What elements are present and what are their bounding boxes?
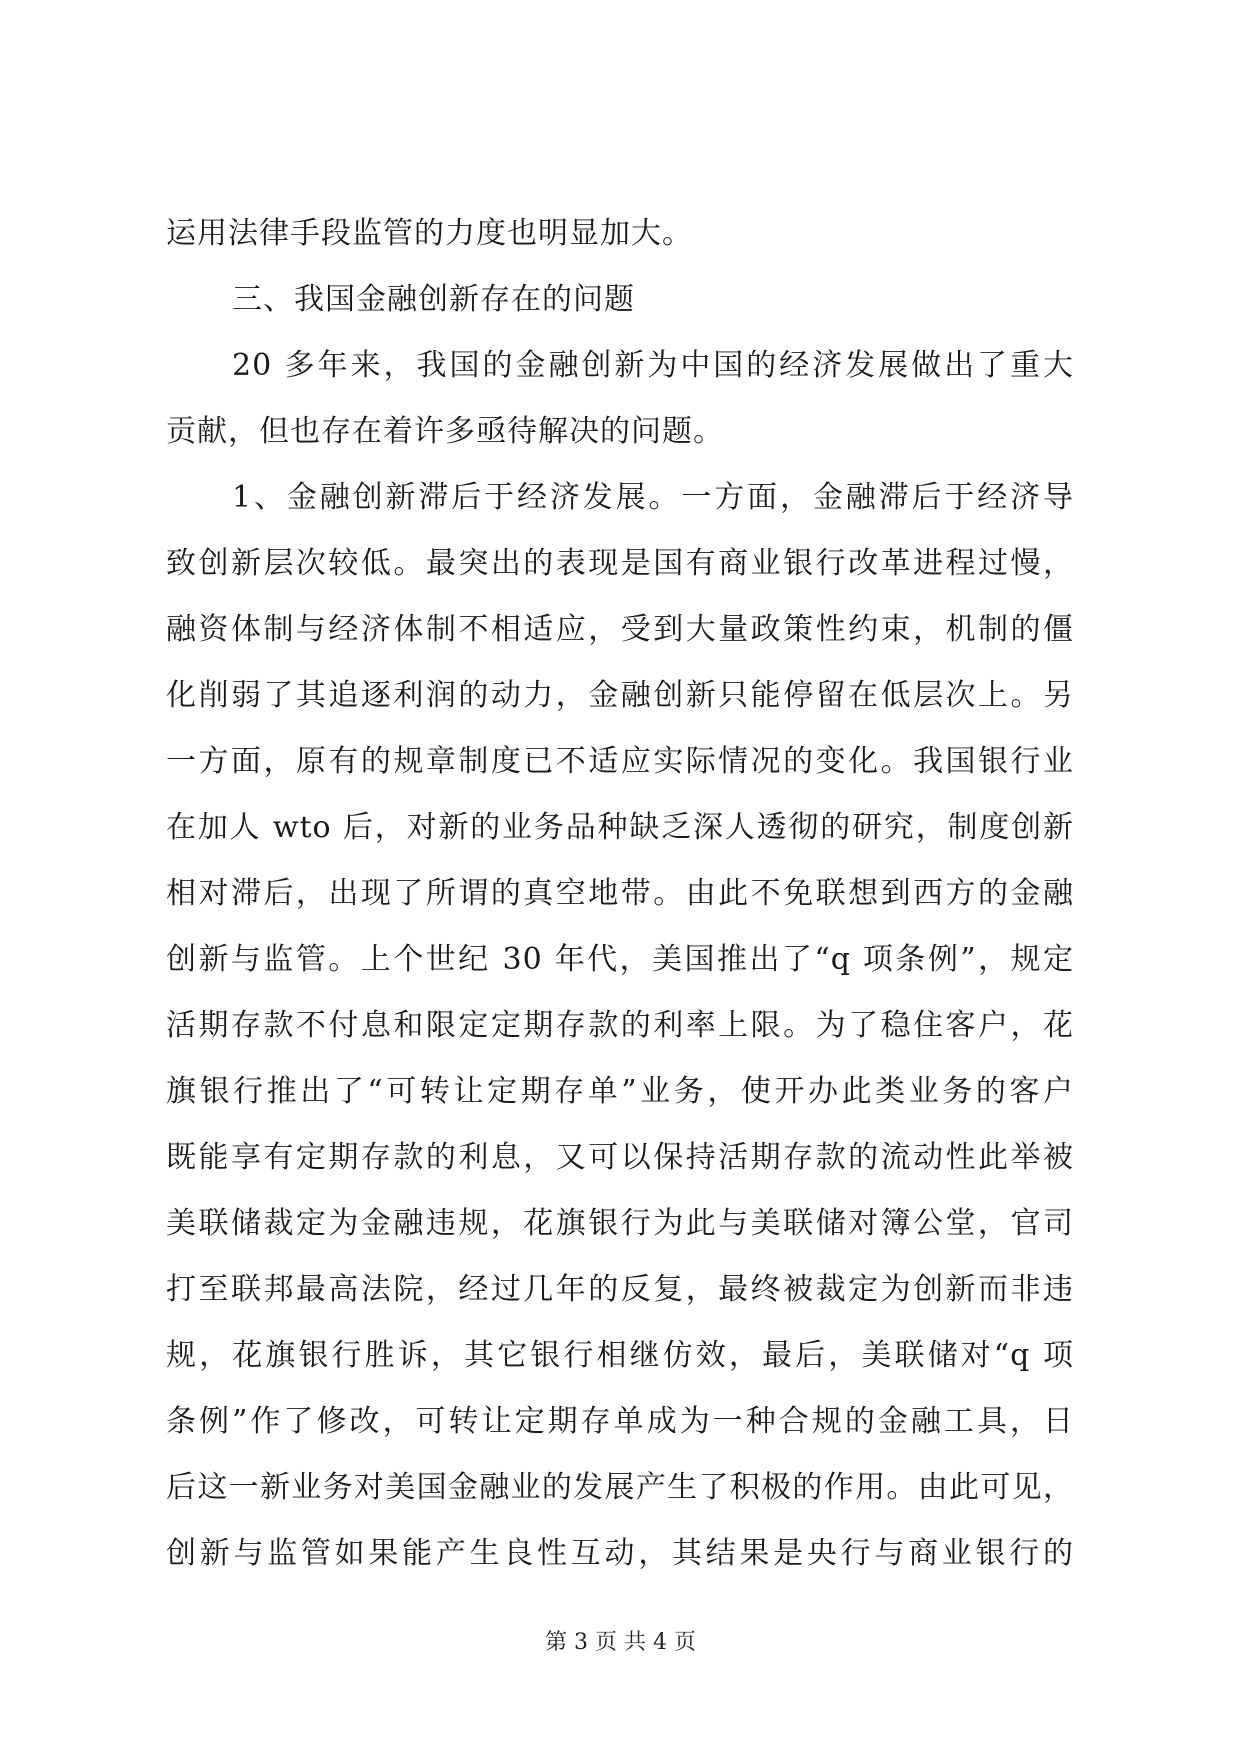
text-line: 相对滞后，出现了所谓的真空地带。由此不免联想到西方的金融 — [166, 876, 1074, 911]
page-number-footer: 第 3 页 共 4 页 — [545, 1630, 696, 1655]
text-line: 一方面，原有的规章制度已不适应实际情况的变化。我国银行业 — [166, 744, 1074, 779]
text-line: 活期存款不付息和限定定期存款的利率上限。为了稳住客户，花 — [166, 1008, 1074, 1043]
text-line: 致创新层次较低。最突出的表现是国有商业银行改革进程过慢， — [166, 546, 1074, 581]
text-line: 融资体制与经济体制不相适应，受到大量政策性约束，机制的僵 — [166, 612, 1074, 647]
text-line: 运用法律手段监管的力度也明显加大。 — [166, 216, 693, 251]
text-line: 规，花旗银行胜诉，其它银行相继仿效，最后，美联储对“q 项 — [166, 1338, 1074, 1373]
text-line: 20 多年来，我国的金融创新为中国的经济发展做出了重大 — [232, 348, 1074, 383]
text-line: 贡献，但也存在着许多亟待解决的问题。 — [166, 414, 724, 449]
text-line: 条例”作了修改，可转让定期存单成为一种合规的金融工具，日 — [166, 1404, 1074, 1439]
text-line: 既能享有定期存款的利息，又可以保持活期存款的流动性此举被 — [166, 1140, 1074, 1175]
text-line: 旗银行推出了“可转让定期存单”业务，使开办此类业务的客户 — [166, 1074, 1074, 1109]
section-heading: 三、我国金融创新存在的问题 — [232, 282, 635, 317]
text-line: 创新与监管。上个世纪 30 年代，美国推出了“q 项条例”，规定 — [166, 942, 1074, 977]
text-line: 打至联邦最高法院，经过几年的反复，最终被裁定为创新而非违 — [166, 1272, 1074, 1307]
text-line: 在加人 wto 后，对新的业务品种缺乏深人透彻的研究，制度创新 — [166, 810, 1074, 845]
body-text — [166, 201, 1074, 1587]
text-line: 化削弱了其追逐利润的动力，金融创新只能停留在低层次上。另 — [166, 678, 1074, 713]
text-line: 创新与监管如果能产生良性互动，其结果是央行与商业银行的 — [166, 1536, 1074, 1571]
text-line: 1、金融创新滞后于经济发展。一方面，金融滞后于经济导 — [232, 480, 1074, 515]
text-line: 美联储裁定为金融违规，花旗银行为此与美联储对簿公堂，官司 — [166, 1206, 1074, 1241]
text-line: 后这一新业务对美国金融业的发展产生了积极的作用。由此可见， — [166, 1470, 1074, 1505]
